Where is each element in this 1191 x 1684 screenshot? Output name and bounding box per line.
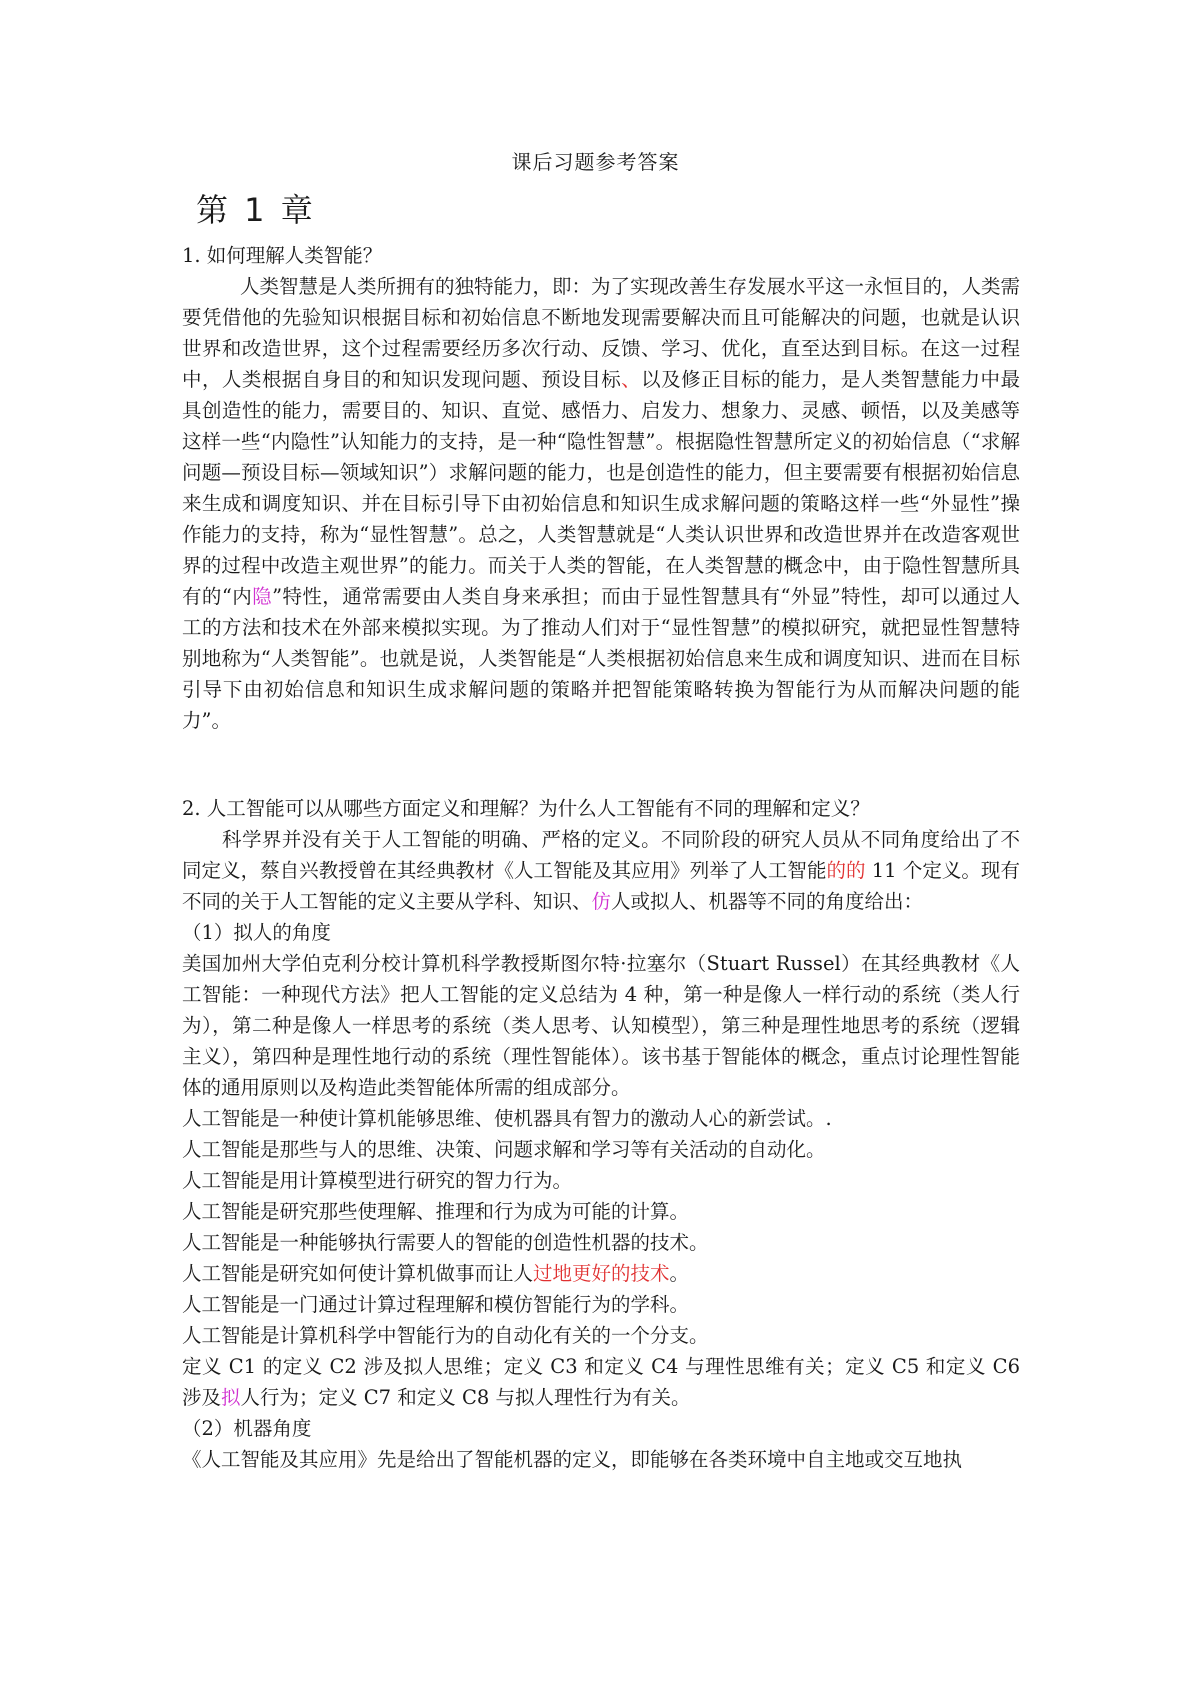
red-mark: 过地更好的技术 xyxy=(533,1262,670,1285)
chapter-heading: 第 1 章 xyxy=(196,191,316,229)
question-2-section xyxy=(182,793,1020,1475)
question-1-answer xyxy=(182,271,1020,736)
answer-text: 科学界并没有关于人工智能的明确、严格的定义。不同阶段的研究人员从不同角度给出了不同定义，蔡自兴教授曾在其经典教材《人工智能及其应用》列举了人工智能 xyxy=(182,828,1020,882)
subheading-anthropomorphic: （1）拟人的角度 xyxy=(182,921,331,944)
definition-item: 人工智能是用计算模型进行研究的智力行为。 xyxy=(182,1169,573,1192)
definition-item: 人工智能是那些与人的思维、决策、问题求解和学习等有关活动的自动化。 xyxy=(182,1138,826,1161)
answer-text: 人或拟人、机器等不同的角度给出： xyxy=(611,890,924,913)
document-title: 课后习题参考答案 xyxy=(511,150,680,174)
summary-text: 定义 C1 的定义 C2 涉及拟人思维；定义 C3 和定义 C4 与理性思维有关；定义 C5 和定义 C6 涉及 xyxy=(182,1355,1020,1409)
russell-paragraph: 美国加州大学伯克利分校计算机科学教授斯图尔特·拉塞尔（Stuart Russel）在其经典教材《人工智能：一种现代方法》把人工智能的定义总结为 4 种，第一种是像人一样行动的系统（类人行为），第二种是像人一样思考的系统（类人思考、认知模型），第三种是理性地思考的系统（逻辑主义），第四种是理性地行动的系统（理性智能体）。该书基于智能体的概念，重点讨论理性智能体的通用原则以及构造此类智能体所需的组成部分。 xyxy=(182,952,1020,1099)
red-mark: 、 xyxy=(621,368,642,391)
pink-mark: 仿 xyxy=(591,890,612,913)
question-2-intro xyxy=(182,824,1020,917)
answer-text: 11 个定义。现有不同的关于人工智能的定义主要从学科、知识、 xyxy=(182,859,1020,913)
definition-item: 人工智能是一种使计算机能够思维、使机器具有智力的激动人心的新尝试。. xyxy=(182,1107,832,1130)
definition-item: 人工智能是一门通过计算过程理解和模仿智能行为的学科。 xyxy=(182,1293,690,1316)
subheading-machine: （2）机器角度 xyxy=(182,1417,312,1440)
definition-summary xyxy=(182,1351,1020,1413)
question-1-section xyxy=(182,240,1020,736)
definition-text: 人工智能是研究如何使计算机做事而让人 xyxy=(182,1262,534,1285)
summary-text: 人行为；定义 C7 和定义 C8 与拟人理性行为有关。 xyxy=(240,1386,691,1409)
definition-text: 。 xyxy=(669,1262,690,1285)
definition-item: 人工智能是计算机科学中智能行为的自动化有关的一个分支。 xyxy=(182,1324,709,1347)
answer-text: 人类智慧是人类所拥有的独特能力，即：为了实现改善生存发展水平这一永恒目的，人类需要凭借他的先验知识根据目标和初始信息不断地发现需要解决而且可能解决的问题，也就是认识世界和改造世界，这个过程需要经历多次行动、反馈、学习、优化，直至达到目标。在这一过程中，人类根据自身目的和知识发现问题、预设目标 xyxy=(182,275,1021,391)
pink-mark: 拟 xyxy=(221,1386,241,1409)
question-2-heading: 2. 人工智能可以从哪些方面定义和理解？为什么人工智能有不同的理解和定义？ xyxy=(182,797,870,820)
red-mark: 的的 xyxy=(826,859,866,882)
answer-text: ”特性，通常需要由人类自身来承担；而由于显性智慧具有“外显”特性，却可以通过人工的方法和技术在外部来模拟实现。为了推动人们对于“显性智慧”的模拟研究，就把显性智慧特别地称为“人类智能”。也就是说，人类智能是“人类根据初始信息来生成和调度知识、进而在目标引导下由初始信息和知识生成求解问题的策略并把智能策略转换为智能行为从而解决问题的能力”。 xyxy=(182,585,1020,732)
definition-item xyxy=(182,1258,1020,1289)
definition-item: 人工智能是研究那些使理解、推理和行为成为可能的计算。 xyxy=(182,1200,690,1223)
machine-paragraph: 《人工智能及其应用》先是给出了智能机器的定义，即能够在各类环境中自主地或交互地执 xyxy=(182,1448,963,1471)
pink-mark: 隐 xyxy=(252,585,273,608)
answer-text: 以及修正目标的能力，是人类智慧能力中最具创造性的能力，需要目的、知识、直觉、感悟力、启发力、想象力、灵感、顿悟，以及美感等这样一些“内隐性”认知能力的支持，是一种“隐性智慧”。根据隐性智慧所定义的初始信息（“求解问题—预设目标—领域知识”）求解问题的能力，也是创造性的能力，但主要需要有根据初始信息来生成和调度知识、并在目标引导下由初始信息和知识生成求解问题的策略这样一些“外显性”操作能力的支持，称为“显性智慧”。总之，人类智慧就是“人类认识世界和改造世界并在改造客观世界的过程中改造主观世界”的能力。而关于人类的智能，在人类智慧的概念中，由于隐性智慧所具有的“内 xyxy=(182,368,1020,608)
question-1-heading: 1. 如何理解人类智能？ xyxy=(182,244,383,267)
definition-item: 人工智能是一种能够执行需要人的智能的创造性机器的技术。 xyxy=(182,1231,709,1254)
